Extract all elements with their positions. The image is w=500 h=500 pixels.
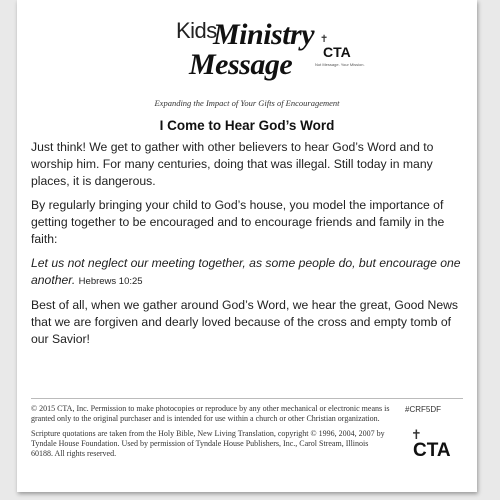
scripture-permission-text: Scripture quotations are taken from the Holy Bible, New Living Translation, copyright © 1996, 2004, 2007 by Tyndale House Foundation. Used by permission of Tyndale House Publishers, Inc., Carol Stream, Illinois 60188. All rights reserved. bbox=[31, 428, 385, 459]
divider bbox=[31, 398, 463, 399]
copyright-text: © 2015 CTA, Inc. Permission to make photocopies or reproduce by any other mechanical or electronic means is granted only to the original purchaser and is intended for use within a church or other Christian organization. bbox=[31, 404, 390, 424]
logo-message-text: Message bbox=[189, 48, 293, 81]
quote-reference: Hebrews 10:25 bbox=[78, 276, 143, 287]
cross-icon: ✝ bbox=[320, 34, 329, 45]
message-card bbox=[17, 0, 477, 492]
product-code: #CRF5DF bbox=[405, 405, 442, 414]
paragraph-1: Just think! We get to gather with other believers to hear God’s Word and to worship him. For many centuries, doing that was illegal. Still today in many places, it is dangerous. bbox=[31, 140, 434, 188]
scripture-quote bbox=[31, 255, 471, 290]
quote-text: Let us not neglect our meeting together, as some people do, but encourage one another. bbox=[31, 256, 461, 287]
cross-icon: ✝ bbox=[411, 428, 422, 443]
logo-tagline: Expanding the Impact of Your Gifts of Encouragement bbox=[154, 98, 340, 108]
paragraph-3: Best of all, when we gather around God’s Word, we hear the great, Good News that we are forgiven and dearly loved because of the cross and empty tomb of our Savior! bbox=[31, 298, 459, 346]
cta-logo-text: CTA bbox=[413, 440, 451, 461]
paragraph-2: By regularly bringing your child to God’s house, you model the importance of getting together to be encouraged and to encourage friends and family in the faith: bbox=[31, 198, 445, 246]
cta-logo bbox=[407, 428, 451, 464]
legal-notice bbox=[31, 404, 391, 463]
cta-logo-small bbox=[315, 30, 365, 70]
kids-ministry-message-logo bbox=[17, 10, 477, 110]
message-body bbox=[31, 139, 471, 355]
page-title: I Come to Hear God’s Word bbox=[159, 118, 335, 133]
logo-ministry-text: Ministry bbox=[213, 18, 315, 51]
logo-kids-text: Kids bbox=[176, 18, 217, 43]
cta-logo-text: CTA bbox=[323, 44, 351, 60]
cta-logo-tagline: Not Message. Your Mission. bbox=[315, 62, 365, 67]
